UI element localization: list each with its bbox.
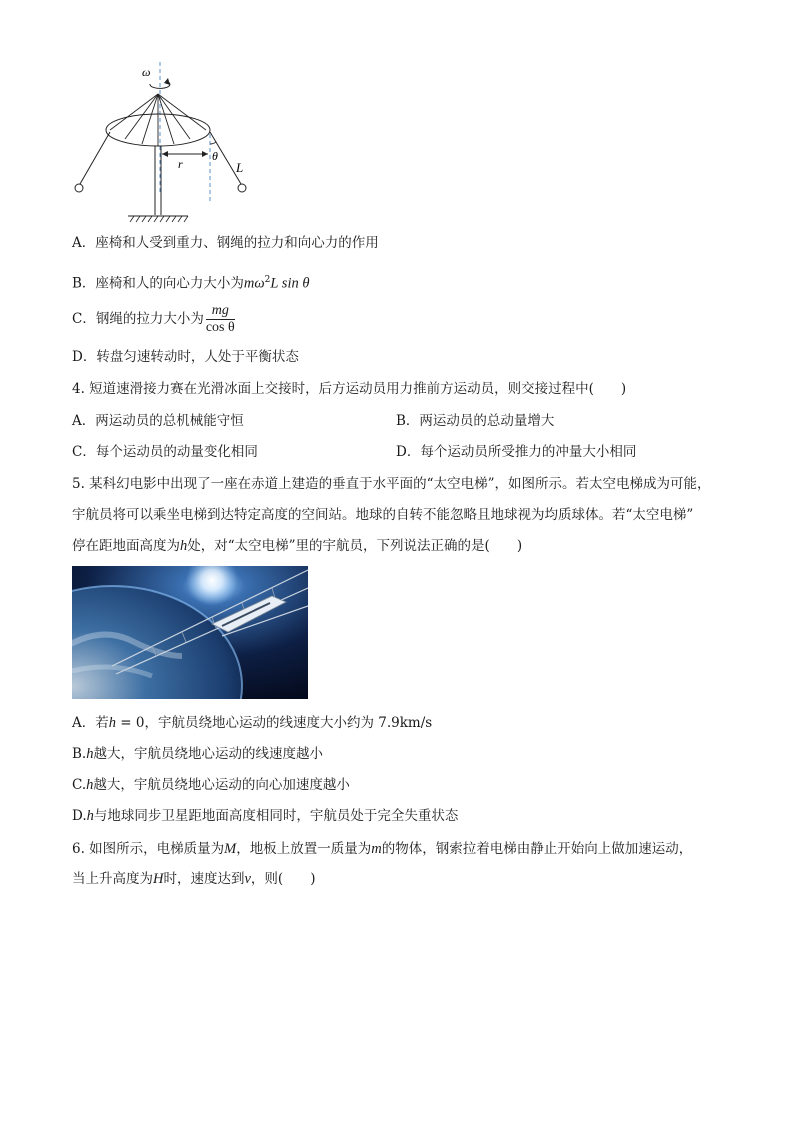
q3-option-c: C．钢绳的拉力大小为 $\frac{mg}{\text{cos θ}}$ xyxy=(72,303,235,335)
rotating-swing-figure xyxy=(70,62,260,227)
q3-option-a: A．座椅和人受到重力、钢绳的拉力和向心力的作用 xyxy=(72,235,379,251)
q4-option-b: B．两运动员的总动量增大 xyxy=(396,413,555,429)
q4-option-c: C．每个运动员的动量变化相同 xyxy=(72,444,258,460)
q4-option-d: D．每个运动员所受推力的冲量大小相同 xyxy=(396,444,637,460)
q5-stem-line2: 宇航员将可以乘坐电梯到达特定高度的空间站。地球的自转不能忽略且地球视为均质球体。若“太空电梯” xyxy=(72,507,694,523)
q3-option-b: B．座椅和人的向心力大小为$m\omega^2L$ sin θ xyxy=(72,275,310,292)
q5-option-d: D.h与地球同步卫星距地面高度相同时，宇航员处于完全失重状态 xyxy=(72,808,459,824)
r-label: r xyxy=(178,157,183,171)
q5-stem-line1: 5. 某科幻电影中出现了一座在赤道上建造的垂直于水平面的“太空电梯”，如图所示。若太空电梯成为可能， xyxy=(72,476,711,492)
q6-stem-line2: 当上升高度为H时，速度达到v，则( ) xyxy=(72,871,316,887)
q6-stem-line1: 6. 如图所示，电梯质量为M，地板上放置一质量为m的物体，钢索拉着电梯由静止开始向上做加速运动， xyxy=(72,841,693,857)
space-elevator-photo xyxy=(72,566,308,699)
tension-fraction: $\frac{mg}{\text{cos θ}}$ xyxy=(205,303,235,335)
omega-label: ω xyxy=(142,65,151,79)
q5-option-c: C.h越大，宇航员绕地心运动的向心加速度越小 xyxy=(72,777,350,793)
q4-stem: 4. 短道速滑接力赛在光滑冰面上交接时，后方运动员用力推前方运动员，则交接过程中( ) xyxy=(72,381,627,397)
q4-option-a: A．两运动员的总机械能守恒 xyxy=(72,413,244,429)
q3-option-d: D．转盘匀速转动时，人处于平衡状态 xyxy=(72,349,299,365)
theta-label: θ xyxy=(212,149,218,163)
q5-stem-line3: 停在距地面高度为h处，对“太空电梯”里的宇航员，下列说法正确的是( ) xyxy=(72,538,523,554)
L-label: L xyxy=(236,160,244,175)
q5-option-a: A．若h = 0，宇航员绕地心运动的线速度大小约为 7.9km/s xyxy=(72,715,433,731)
q5-option-b: B.h越大，宇航员绕地心运动的线速度越小 xyxy=(72,746,323,762)
